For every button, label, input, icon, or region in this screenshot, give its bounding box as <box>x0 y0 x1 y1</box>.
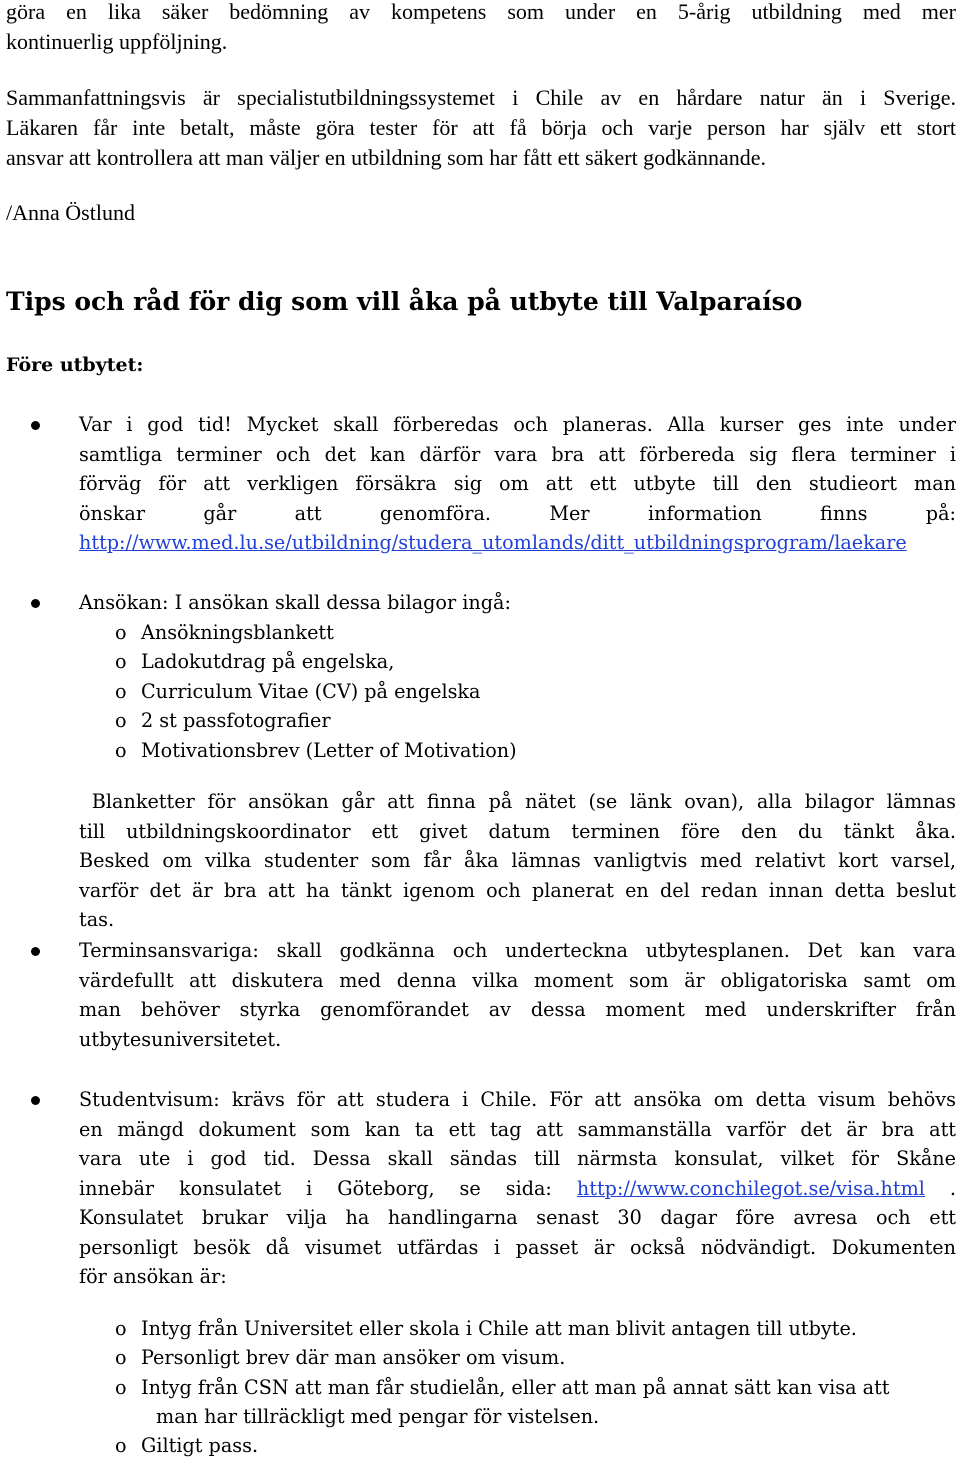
text-line: förväg för att verkligen försäkra sig om att ett utbyte till den studieort man <box>79 472 956 495</box>
list-item: o 2 st passfotografier <box>115 709 331 732</box>
list-item-continuation: man har tillräckligt med pengar för vistelsen. <box>156 1405 600 1428</box>
list-item: o Personligt brev där man ansöker om visum. <box>115 1346 566 1369</box>
text-line: personligt besök då visumet utfärdas i passet är också nödvändigt. Dokumenten <box>79 1235 956 1259</box>
program-info-link[interactable]: http://www.med.lu.se/utbildning/studera_utomlands/ditt_utbildningsprogram/laekare <box>79 531 907 554</box>
text-line: Konsulatet brukar vilja ha handlingarna senast 30 dagar före avresa och ett <box>79 1206 956 1229</box>
intro-line: göra en lika säker bedömning av kompetens som under en 5-årig utbildning med mer <box>6 0 956 24</box>
section-heading: Tips och råd för dig som vill åka på utbyte till Valparaíso <box>6 287 803 316</box>
text-line: en mängd dokument som kan ta ett tag att sammanställa varför det är bra att <box>79 1117 956 1141</box>
intro-line: kontinuerlig uppföljning. <box>6 29 228 54</box>
list-item: o Ansökningsblankett <box>115 621 334 644</box>
summary-line: Läkaren får inte betalt, måste göra tester för att få börja och varje person har själv ett stort <box>6 115 956 140</box>
list-item: o Ladokutdrag på engelska, <box>115 650 395 673</box>
list-item: o Giltigt pass. <box>115 1434 259 1457</box>
text-line: vara ute i god tid. Dessa skall sändas till närmsta konsulat, vilket för Skåne <box>79 1147 956 1170</box>
consulate-visa-link[interactable]: http://www.conchilegot.se/visa.html <box>576 1176 925 1200</box>
author-signature: /Anna Östlund <box>6 200 135 225</box>
text-line: Ansökan: I ansökan skall dessa bilagor ingå: <box>79 591 511 614</box>
summary-line: Sammanfattningsvis är specialistutbildningssystemet i Chile av en hårdare natur än i Sverige. <box>6 85 956 110</box>
bullet-icon <box>31 947 40 956</box>
bullet-icon <box>31 421 40 430</box>
bullet-item-var-i-god-tid <box>79 410 956 558</box>
text-line: Blanketter för ansökan går att finna på nätet (se länk ovan), alla bilagor lämnas <box>79 790 956 813</box>
text-line: samtliga terminer och det kan därför vara bra att förbereda sig flera terminer i <box>79 442 956 466</box>
text-line: varför det är bra att ha tänkt igenom och planerat en del redan innan detta beslut <box>79 878 956 902</box>
text-line: utbytesuniversitetet. <box>79 1027 282 1051</box>
forms-paragraph <box>79 787 956 935</box>
text-line: Terminsansvariga: skall godkänna och underteckna utbytesplanen. Det kan vara <box>79 939 956 962</box>
text-line: för ansökan är: <box>79 1265 227 1288</box>
text-line: till utbildningskoordinator ett givet datum terminen före den du tänkt åka. <box>79 819 956 843</box>
list-item: o Motivationsbrev (Letter of Motivation) <box>115 739 517 762</box>
bullet-item-studentvisum <box>79 1085 956 1292</box>
text-line: tas. <box>79 908 115 931</box>
list-item: o Intyg från Universitet eller skola i Chile att man blivit antagen till utbyte. <box>115 1317 857 1340</box>
bullet-item-terminsansvariga <box>79 936 956 1054</box>
list-item: o Intyg från CSN att man får studielån, eller att man på annat sätt kan visa att <box>115 1376 890 1399</box>
list-item: o Curriculum Vitae (CV) på engelska <box>115 680 481 703</box>
text-line: man behöver styrka genomförandet av dessa moment med underskrifter från <box>79 998 956 1021</box>
bullet-icon <box>31 1096 40 1105</box>
text-line: Studentvisum: krävs för att studera i Chile. För att ansöka om detta visum behövs <box>79 1088 956 1111</box>
text-line: Besked om vilka studenter som får åka lämnas vanligtvis med relativt kort varsel, <box>79 849 956 872</box>
text-line: värdefullt att diskutera med denna vilka moment som är obligatoriska samt om <box>79 968 956 992</box>
info-link <box>79 528 956 558</box>
text-line: innebär konsulatet i Göteborg, se sida: http://www.conchilegot.se/visa.html . <box>79 1176 956 1200</box>
text-line: Var i god tid! Mycket skall förberedas och planeras. Alla kurser ges inte under <box>79 413 956 436</box>
summary-line: ansvar att kontrollera att man väljer en utbildning som har fått ett säkert godkännande. <box>6 145 766 170</box>
bullet-item-ansokan <box>79 588 956 618</box>
bullet-icon <box>31 599 40 608</box>
text-line: önskar går att genomföra. Mer information finns på: <box>79 501 956 525</box>
subsection-heading: Före utbytet: <box>6 354 144 376</box>
